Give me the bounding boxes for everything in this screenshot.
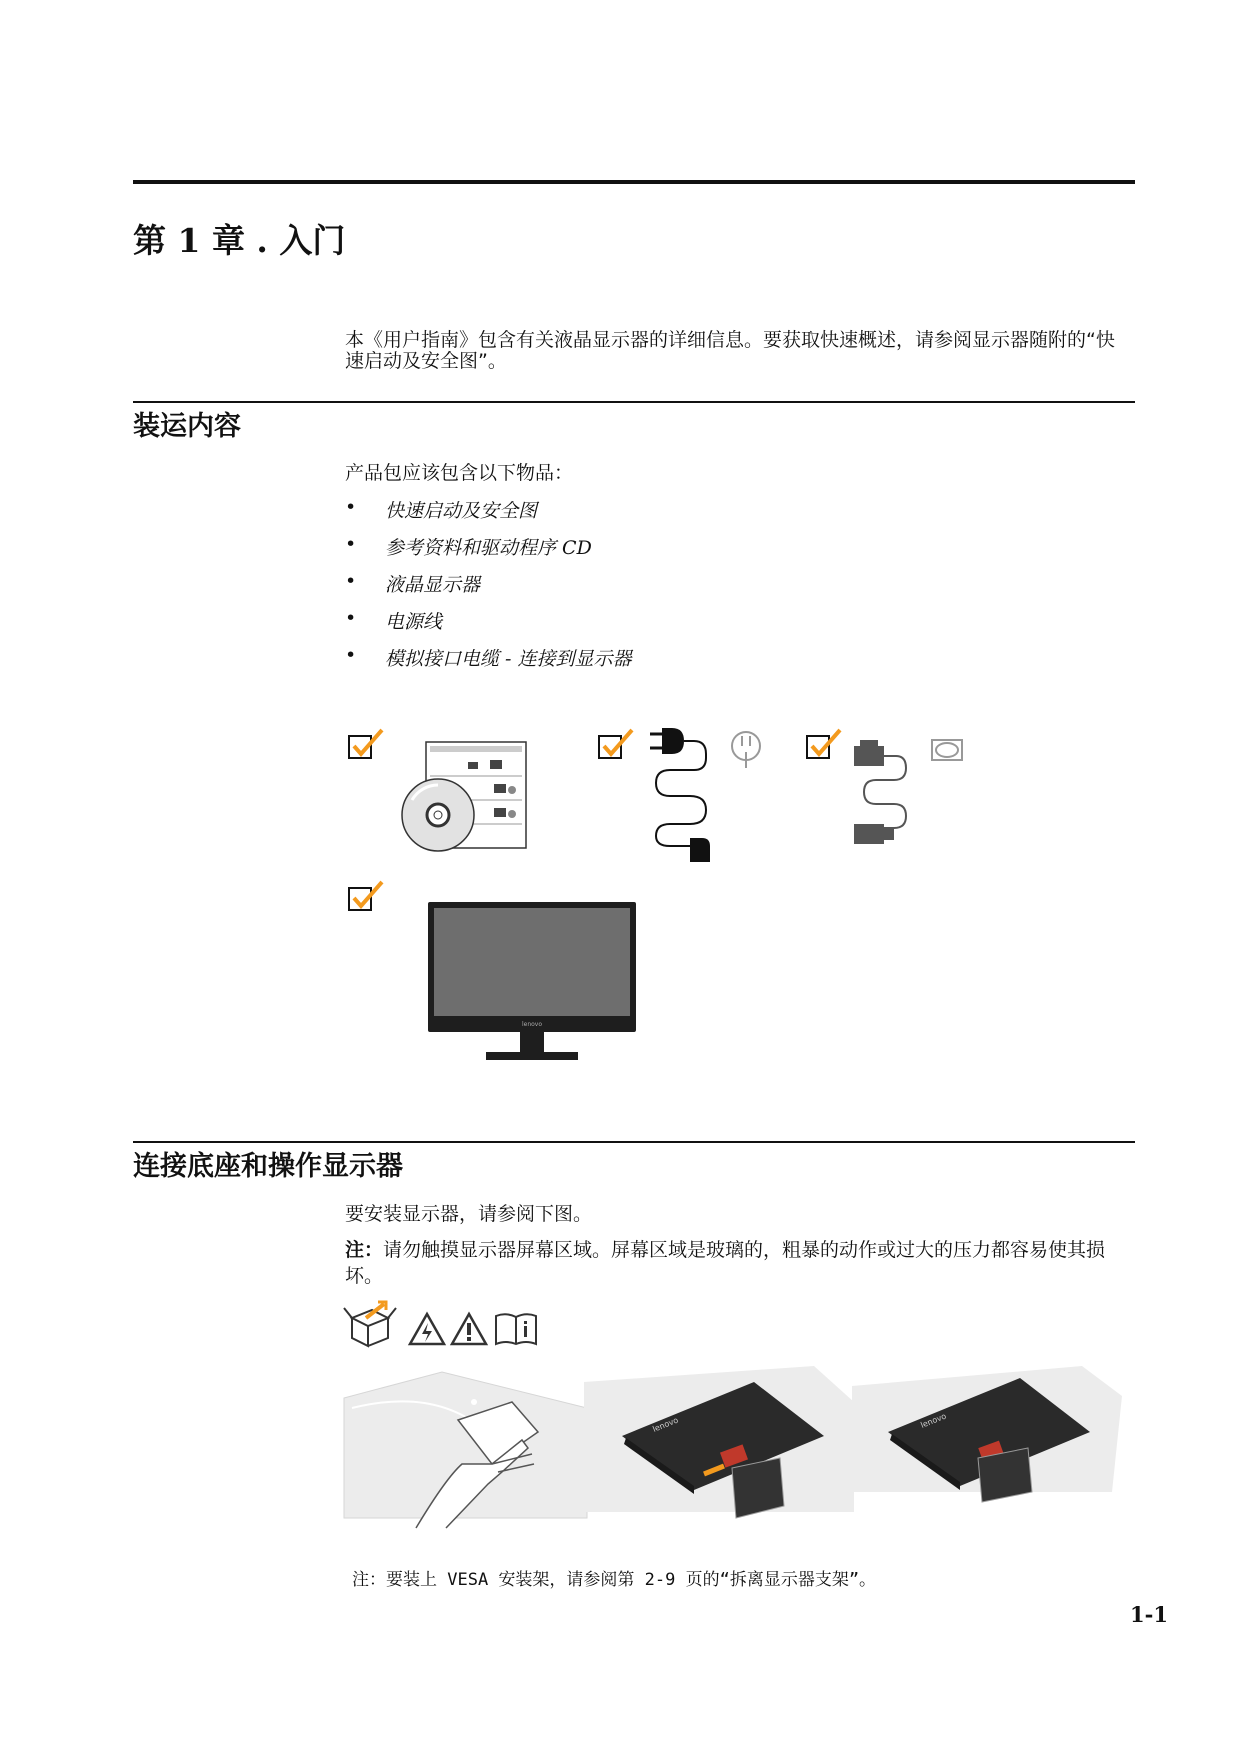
read-manual-icon xyxy=(494,1312,538,1346)
setup-instruction: 要安装显示器，请参阅下图。 xyxy=(345,1203,593,1225)
monitor-brand-label: lenovo xyxy=(521,1021,543,1028)
note-text: 请勿触摸显示器屏幕区域。屏幕区域是玻璃的，粗暴的动作或过大的压力都容易使其损坏。 xyxy=(345,1239,1106,1287)
step-attach-base-illustration xyxy=(584,1362,854,1532)
setup-note xyxy=(345,1237,1125,1289)
checkbox-check-icon xyxy=(348,728,388,762)
quick-setup-poster-and-cd-illustration xyxy=(398,740,530,852)
open-box-icon xyxy=(342,1300,398,1348)
list-item: • 快速启动及安全图 xyxy=(345,496,538,522)
chapter-title: 第 1 章 . 入门 xyxy=(133,221,346,260)
footer-note: 注：要装上 VESA 安装架，请参阅第 2-9 页的“拆离显示器支架”。 xyxy=(352,1570,877,1590)
power-cord-illustration xyxy=(650,728,765,863)
step-base-attached-illustration xyxy=(852,1362,1122,1522)
intro-paragraph: 本《用户指南》包含有关液晶显示器的详细信息。要获取快速概述，请参阅显示器随附的“快速启动及安全图”。 xyxy=(345,329,1115,372)
electric-hazard-icon xyxy=(408,1312,446,1346)
top-rule xyxy=(133,180,1135,184)
section-rule-1 xyxy=(133,401,1135,403)
step-clean-screen-illustration xyxy=(342,1368,587,1528)
shipping-lead: 产品包应该包含以下物品： xyxy=(345,462,574,484)
lcd-monitor-illustration xyxy=(428,902,636,1062)
shipping-list xyxy=(345,496,632,681)
section-rule-2 xyxy=(133,1141,1135,1143)
section-heading-shipping: 装运内容 xyxy=(133,411,241,442)
list-item: • 电源线 xyxy=(345,607,443,633)
monitor-brand-label: lenovo xyxy=(919,1411,948,1430)
checkbox-check-icon xyxy=(806,728,846,762)
list-item: • 液晶显示器 xyxy=(345,570,481,596)
checkbox-check-icon xyxy=(348,880,388,914)
checkbox-check-icon xyxy=(598,728,638,762)
note-label: 注： xyxy=(345,1239,384,1261)
list-item: • 模拟接口电缆 - 连接到显示器 xyxy=(345,644,632,670)
page-number: 1-1 xyxy=(1130,1602,1168,1627)
warning-icon xyxy=(450,1312,488,1346)
monitor-brand-label: lenovo xyxy=(651,1415,680,1434)
section-heading-setup: 连接底座和操作显示器 xyxy=(133,1151,403,1182)
analog-cable-illustration xyxy=(850,734,970,862)
list-item: • 参考资料和驱动程序 CD xyxy=(345,533,592,559)
